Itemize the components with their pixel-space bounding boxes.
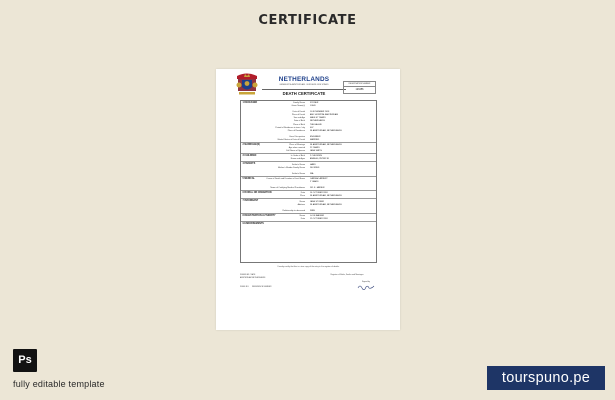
- field-label: Place of Residence: [287, 129, 305, 132]
- section-title: 8 REGISTRATION AUTHORITY: [242, 214, 276, 217]
- field-label: Date of Birth: [293, 120, 305, 123]
- document-title: DEATH CERTIFICATE: [262, 89, 346, 96]
- editable-caption: fully editable template: [13, 379, 105, 389]
- signature-icon: [357, 284, 375, 290]
- field-value: DE VRIES: [310, 166, 320, 169]
- field-label: Father's Name: [291, 163, 305, 166]
- field-label: Sex and Age: [293, 117, 305, 120]
- field-value: JANE SMITH: [310, 150, 322, 153]
- form-section: [241, 191, 376, 199]
- field-label: Mother's Maiden Family Name: [277, 166, 305, 169]
- field-value: 25 YEARS: [310, 147, 320, 150]
- field-label: Marital Status at Date of Death: [277, 138, 305, 141]
- field-label: Address: [297, 203, 305, 206]
- field-value: 2 CHILDREN: [310, 155, 322, 158]
- field-label: Place of Marriage: [289, 143, 305, 146]
- field-value: JANE STONER: [310, 200, 324, 203]
- form-section: [241, 199, 376, 213]
- issue-left-label: ISSUED AT / DATE: [240, 274, 256, 276]
- field-label: Date of Death: [292, 111, 305, 114]
- coat-of-arms-icon: [234, 72, 260, 97]
- field-value: N/A: [310, 172, 314, 175]
- field-value: NL AMSTERDAM, NETHERLANDS: [310, 129, 342, 132]
- form-section: [241, 222, 376, 229]
- field-value: NL AMSTERDAM, NETHERLANDS: [310, 203, 342, 206]
- form-section: [241, 143, 376, 154]
- section-title: 3 CHILDREN: [242, 155, 257, 158]
- field-label: Date: [300, 192, 305, 195]
- field-label: Name: [299, 200, 305, 203]
- field-value: CARDIAC ARREST: [310, 177, 328, 180]
- field-value: DR. K. JANSEN: [310, 187, 325, 190]
- field-label: Cause of Death and Duration of Last Illness: [266, 177, 305, 180]
- field-value: MALE 67 YEARS: [310, 117, 326, 120]
- field-value: AMC HOSPITAL AMSTERDAM: [310, 114, 338, 117]
- form-row: [241, 150, 376, 153]
- form-row: [241, 195, 376, 198]
- section-title: 1 DECEASED: [242, 102, 258, 104]
- issuing-authority: GEMEENTE AMSTERDAM · BURGERLIJKE STAND: [279, 84, 329, 86]
- photoshop-icon: Ps: [13, 349, 37, 372]
- registration-number: 123456: [355, 88, 364, 92]
- field-label: Name and Ages: [290, 158, 305, 161]
- issue-right-text: Registrar of Births, Deaths and Marriages: [330, 274, 364, 276]
- form-section: [241, 177, 376, 191]
- field-label: Place of Birth: [293, 123, 305, 126]
- form-section: [241, 162, 376, 176]
- form-section: [241, 154, 376, 162]
- section-title: 9 ENDORSEMENTS: [242, 223, 264, 226]
- field-value: 15 OCTOBER 2018: [310, 218, 328, 221]
- brand-badge[interactable]: tourspuno.pe: [487, 366, 605, 390]
- field-value: THE HAGUE: [310, 123, 322, 126]
- field-value: NL AMSTERDAM, NETHERLANDS: [310, 143, 342, 146]
- field-value: NL AMSTERDAM, NETHERLANDS: [310, 195, 342, 198]
- field-label: Date: [300, 218, 305, 221]
- form-section: [241, 214, 376, 222]
- field-value: 14 OCTOBER 2018: [310, 192, 328, 195]
- form-row: [241, 226, 376, 229]
- section-title: 7 INFORMANT: [242, 200, 259, 203]
- field-value: MARRIED: [310, 138, 320, 141]
- field-value: ANNA 40, PETER 38: [310, 158, 329, 161]
- form-row: [241, 173, 376, 176]
- signed-label: Signed by: [362, 281, 370, 283]
- section-title: 2 MARRIAGE(S): [242, 143, 260, 146]
- certificate-form: [240, 100, 377, 263]
- field-label: Father's Name: [291, 172, 305, 175]
- bottom-left-label: ISSUE NO.: [240, 286, 250, 288]
- field-value: 40Y: [310, 126, 314, 129]
- registration-box: [343, 81, 376, 94]
- section-title: 6 BURIAL OR CREMATION: [242, 192, 272, 195]
- field-label: Usual Occupation: [289, 135, 305, 138]
- form-row: [241, 210, 376, 213]
- field-value: 2 YEARS: [310, 181, 319, 184]
- field-label: Name of Certifying Medical Practitioner: [270, 187, 305, 190]
- field-value: 10 NOVEMBER 2018: [310, 111, 330, 114]
- certification-footnote: I hereby certify that this is a true copy of the entry in the register of deaths.: [277, 266, 340, 268]
- registration-label: REGISTRATION NUMBER: [344, 82, 375, 87]
- field-value: STONER: [310, 102, 319, 105]
- field-label: Name: [299, 215, 305, 217]
- issue-left-value: AMSTERDAM NETHERLANDS: [240, 277, 266, 279]
- field-label: Period of Residence in town / city: [275, 126, 305, 129]
- field-label: Given Name(s): [291, 105, 305, 108]
- form-row: [241, 139, 376, 142]
- field-label: Age when married: [288, 147, 305, 150]
- form-row: [241, 218, 376, 221]
- field-value: HANS: [310, 163, 316, 166]
- form-row: [241, 158, 376, 161]
- field-value: NETHERLANDS: [310, 120, 325, 123]
- form-section: [241, 101, 376, 143]
- field-label: In Order of Birth: [290, 155, 305, 158]
- page-heading: CERTIFICATE: [258, 13, 357, 28]
- field-value: JOHN: [310, 105, 316, 108]
- field-value: G. DE BAKKER: [310, 215, 325, 217]
- field-label: Relationship to deceased: [282, 209, 305, 212]
- country-title: NETHERLANDS: [278, 76, 330, 83]
- field-value: WIFE: [310, 209, 315, 212]
- form-row: [241, 187, 376, 190]
- field-value: ENGINEER: [310, 135, 321, 138]
- field-label: Place of Death: [291, 114, 305, 117]
- field-label: Family Name: [293, 102, 305, 105]
- field-label: Full Name of Spouse: [286, 150, 305, 153]
- section-title: 4 PARENTS: [242, 163, 256, 166]
- field-label: Place: [299, 195, 305, 198]
- section-title: 5 MEDICAL: [242, 177, 255, 180]
- bottom-left-value: REFERENCE NUMBER: [252, 286, 272, 288]
